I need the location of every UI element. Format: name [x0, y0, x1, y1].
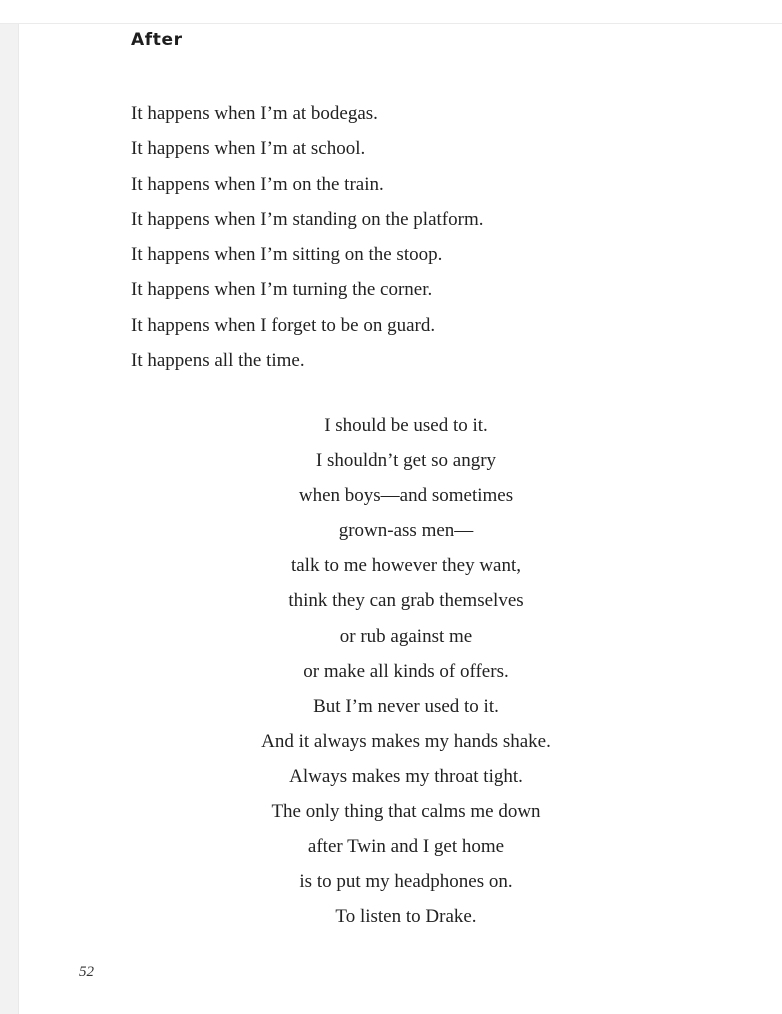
poem-line: It happens when I’m at bodegas. [131, 103, 378, 124]
poem-line: grown-ass men— [338, 520, 474, 542]
poem-line: The only thing that calms me down [271, 801, 541, 823]
poem-line: It happens when I’m standing on the platform. [131, 208, 484, 230]
poem-title: After [131, 30, 183, 50]
poem-line: It happens when I forget to be on guard. [131, 314, 436, 336]
poem-line: after Twin and I get home [307, 836, 505, 858]
poem-line: I shouldn’t get so angry [315, 450, 497, 472]
poem-line: think they can grab themselves [288, 590, 524, 612]
poem-line: It happens all the time. [131, 350, 305, 372]
poem-line: To listen to Drake. [335, 906, 477, 928]
poem-line: Always makes my throat tight. [289, 765, 523, 787]
poem-line: or make all kinds of offers. [303, 660, 509, 682]
book-page [18, 24, 782, 1014]
poem-line: It happens when I’m on the train. [131, 173, 384, 195]
poem-line: is to put my headphones on. [299, 871, 513, 893]
poem-line: I should be used to it. [324, 415, 488, 436]
page-number: 52 [79, 964, 94, 980]
stanza-centered [169, 408, 643, 934]
viewer-top-bar [0, 0, 782, 24]
poem-line: or rub against me [339, 625, 473, 647]
stanza-left-aligned [131, 96, 483, 378]
poem-line: And it always makes my hands shake. [261, 730, 551, 752]
poem-line: It happens when I’m sitting on the stoop. [131, 244, 443, 266]
poem-line: It happens when I’m turning the corner. [131, 279, 433, 301]
poem-line: It happens when I’m at school. [131, 138, 366, 160]
poem-line: talk to me however they want, [290, 555, 522, 577]
poem-line: when boys—and sometimes [298, 485, 514, 507]
poem-line: But I’m never used to it. [313, 695, 499, 717]
